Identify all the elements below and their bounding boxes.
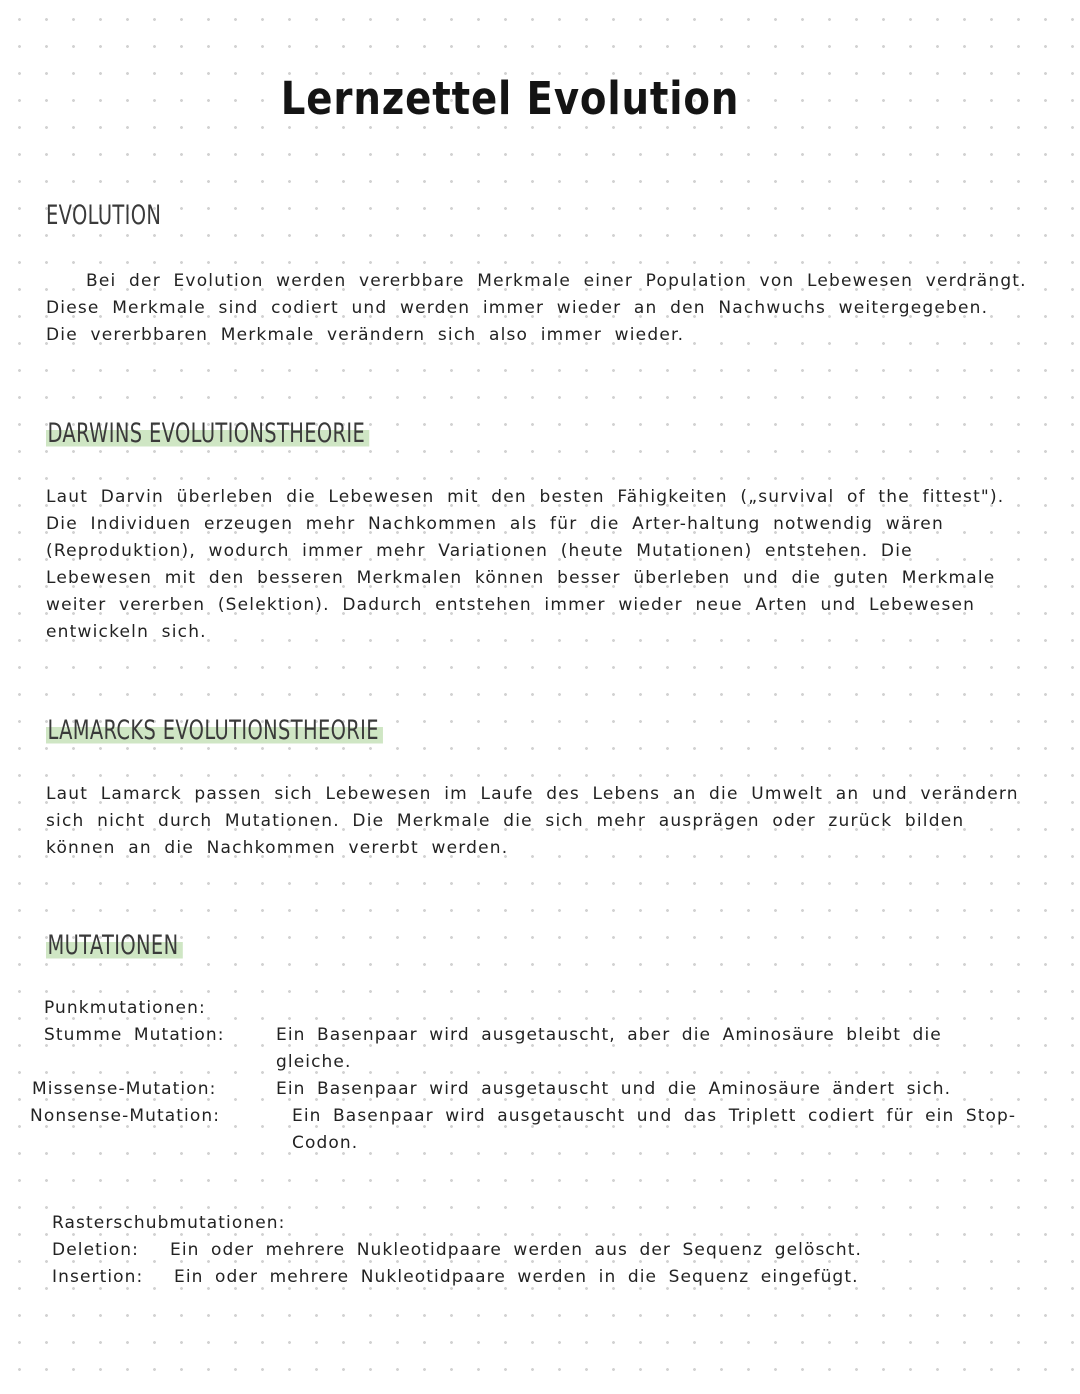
- desc-insertion: Ein oder mehrere Nukleotidpaare werden in die Sequenz eingefügt.: [174, 1267, 859, 1287]
- term-insertion: Insertion:: [52, 1267, 144, 1287]
- paragraph-evolution: Bei der Evolution werden vererbbare Merkmale einer Population von Lebewesen verdrängt. Diese Merkmale sind codiert und werden immer wieder an den Nachwuchs weitergegeben. Die vererbbaren Merkmale verändern sich also immer wieder.: [46, 271, 1027, 345]
- heading-mutationen: MUTATIONEN: [46, 930, 183, 961]
- term-deletion: Deletion:: [52, 1240, 139, 1260]
- term-nonsense-mutation: Nonsense-Mutation:: [30, 1106, 221, 1126]
- term-missense-mutation: Missense-Mutation:: [32, 1079, 217, 1099]
- heading-evolution: EVOLUTION: [46, 200, 162, 231]
- definition-row-stumme: [44, 1022, 1034, 1076]
- page-title: Lernzettel Evolution: [280, 72, 740, 125]
- desc-missense-mutation: Ein Basenpaar wird ausgetauscht und die Aminosäure ändert sich.: [276, 1079, 952, 1099]
- rasterschubmutationen-block: [52, 1210, 1032, 1291]
- definition-row-missense: [32, 1076, 1034, 1103]
- paragraph-lamarck: Laut Lamarck passen sich Lebewesen im Laufe des Lebens an die Umwelt an und verändern sich nicht durch Mutationen. Die Merkmale die sich mehr ausprägen oder zurück bilden können an die Nachkommen vererbt werden.: [46, 784, 1019, 858]
- desc-stumme-mutation: Ein Basenpaar wird ausgetauscht, aber die Aminosäure bleibt die gleiche.: [276, 1025, 942, 1072]
- punktmutationen-label: Punkmutationen:: [44, 998, 206, 1018]
- definition-row-insertion: [52, 1264, 1032, 1291]
- definition-row-nonsense: [30, 1103, 1034, 1157]
- definition-row-deletion: [52, 1237, 1032, 1264]
- desc-nonsense-mutation: Ein Basenpaar wird ausgetauscht und das Triplett codiert für ein Stop-Codon.: [292, 1106, 1017, 1153]
- desc-deletion: Ein oder mehrere Nukleotidpaare werden aus der Sequenz gelöscht.: [170, 1240, 863, 1260]
- heading-darwin: DARWINS EVOLUTIONSTHEORIE: [46, 418, 369, 449]
- term-stumme-mutation: Stumme Mutation:: [44, 1025, 225, 1045]
- punktmutationen-block: [30, 995, 1034, 1157]
- rasterschubmutationen-label: Rasterschubmutationen:: [52, 1213, 286, 1233]
- heading-lamarck: LAMARCKS EVOLUTIONSTHEORIE: [46, 715, 383, 746]
- paragraph-darwin: Laut Darvin überleben die Lebewesen mit den besten Fähigkeiten („survival of the fittest"). Die Individuen erzeugen mehr Nachkommen als für die Arter-haltung notwendig wären (Reproduktion), wodurch immer mehr Variationen (heute Mutationen) entstehen. Die Lebewesen mit den besseren Merkmalen können besser überleben und die guten Merkmale weiter vererben (Selektion). Dadurch entstehen immer wieder neue Arten und Lebewesen entwickeln sich.: [46, 487, 1005, 642]
